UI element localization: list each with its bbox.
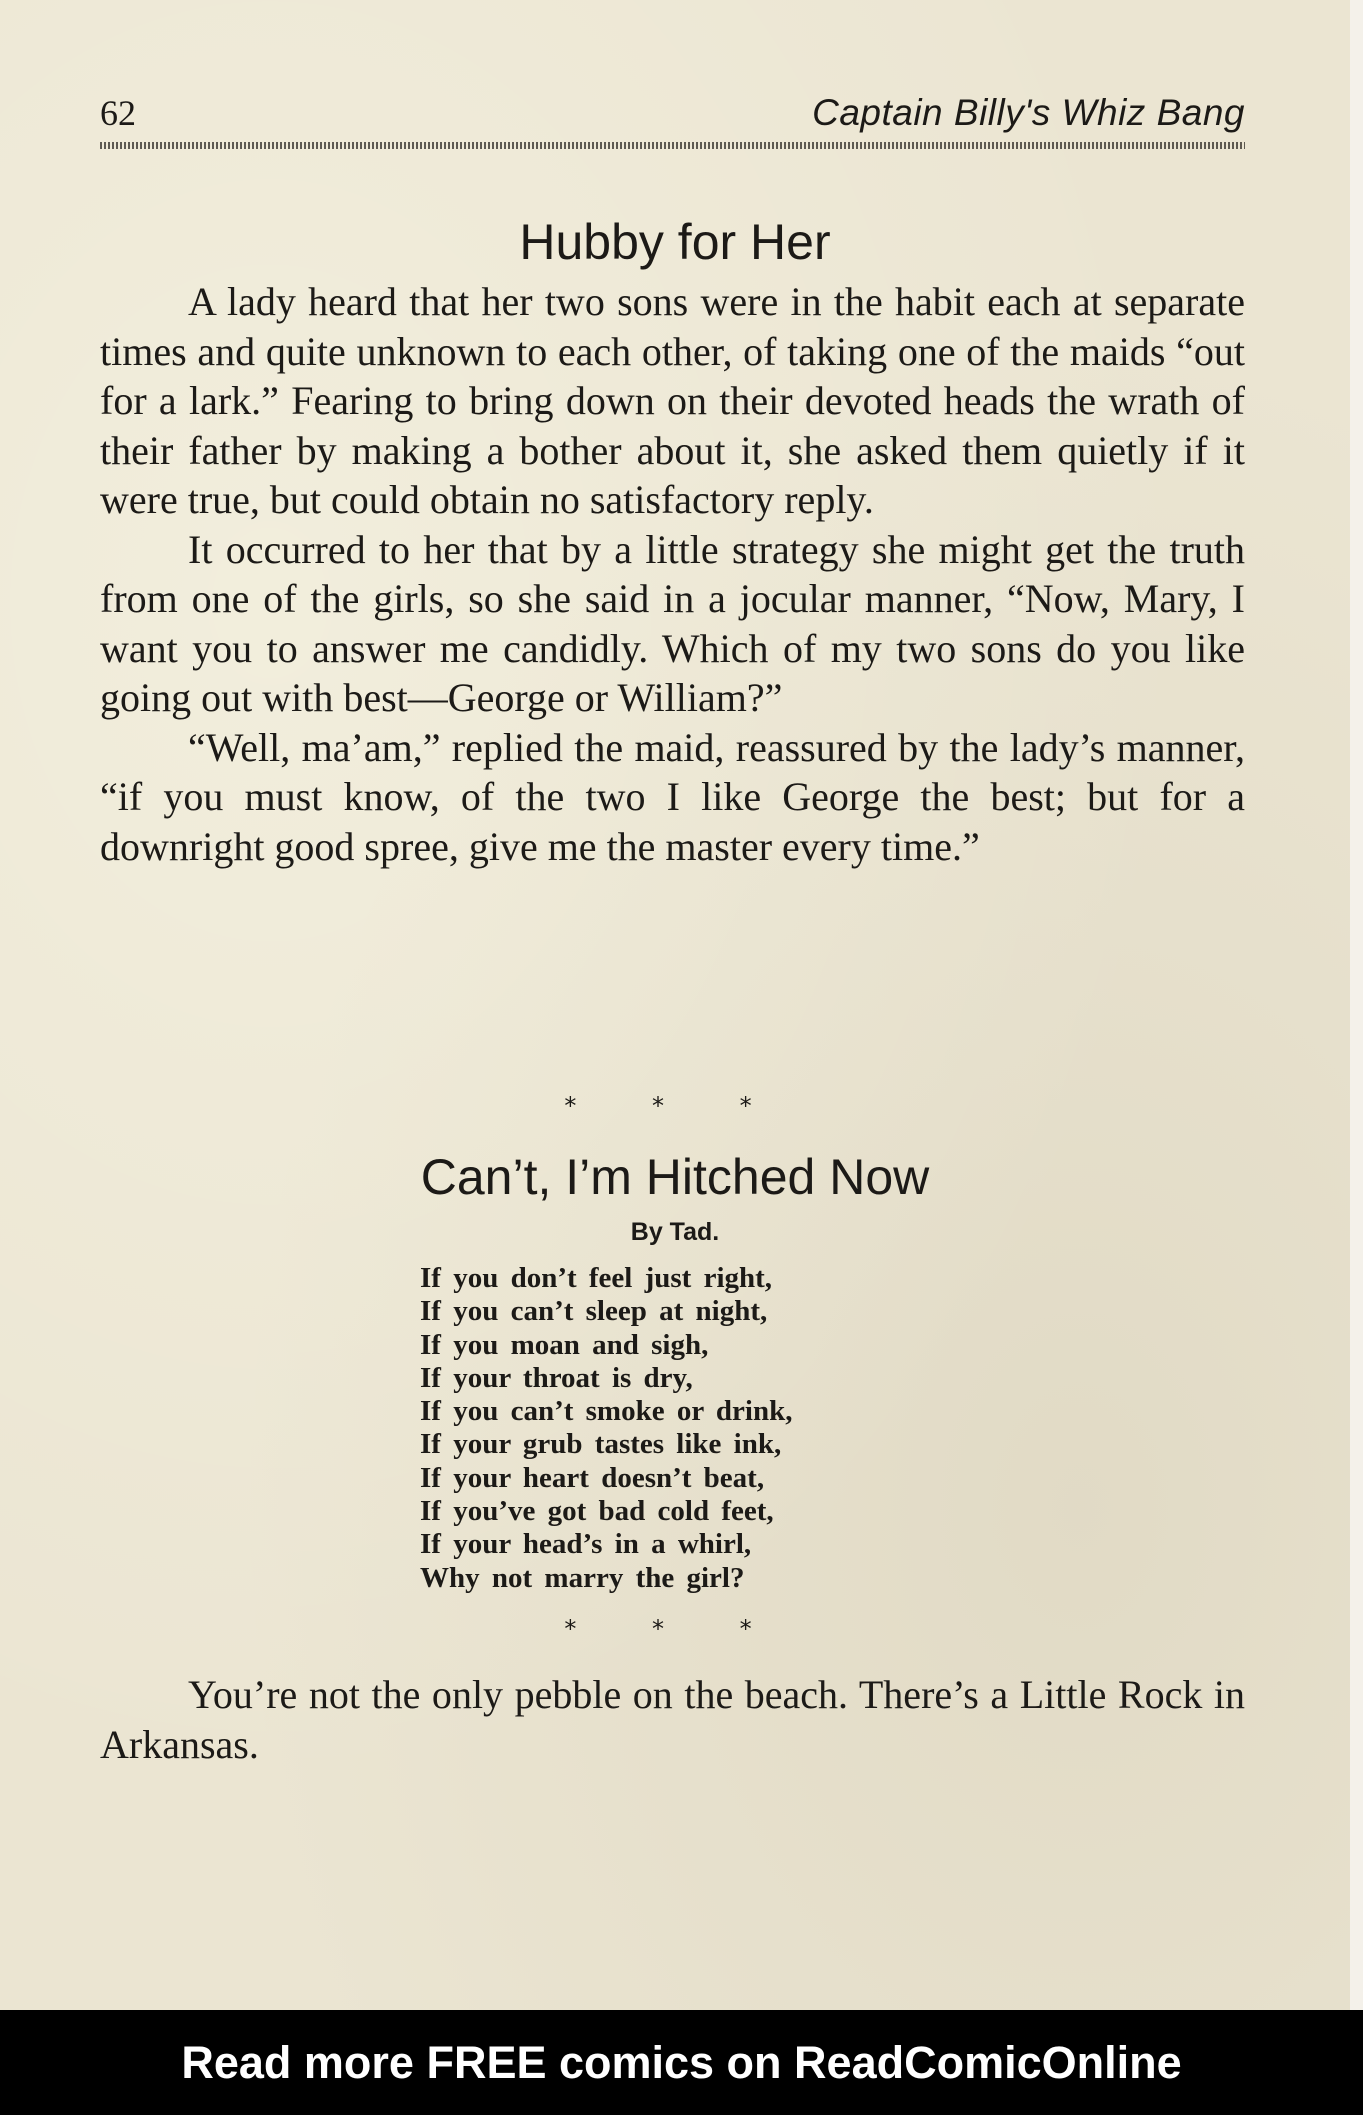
page-header	[100, 92, 1245, 142]
running-title: Captain Billy's Whiz Bang	[812, 92, 1245, 133]
poem-line: If your head’s in a whirl,	[420, 1528, 752, 1561]
poem-line: If you can’t sleep at night,	[420, 1295, 768, 1328]
section-divider: * * *	[564, 1615, 786, 1643]
poem-byline: By Tad.	[630, 1218, 720, 1246]
poem-body	[420, 1262, 1020, 1595]
story-paragraph: A lady heard that her two sons were in the habit each at separate times and quite unknown to each other, of taking one of the maids “out for a lark.” Fearing to bring down on their devoted heads the wrath of their father by making a bother about it, she asked them quietly if it were true, but could obtain no satisfactory reply.	[100, 279, 1245, 522]
story-body	[100, 277, 1245, 871]
story-paragraph: “Well, ma’am,” replied the maid, reassured by the lady’s manner, “if you must know, of the two I like George the best; but for a downright good spree, give me the master every time.”	[100, 724, 1245, 869]
page-number: 62	[100, 93, 136, 133]
closing-joke	[100, 1670, 1245, 1769]
header-rule	[100, 142, 1245, 149]
poem-title: Can’t, I’m Hitched Now	[420, 1149, 930, 1205]
page-edge	[1350, 0, 1363, 2010]
poem-line: If you don’t feel just right,	[420, 1262, 773, 1294]
story-paragraph: It occurred to her that by a little strategy she might get the truth from one of the girls, so she said in a jocular manner, “Now, Mary, I want you to answer me candidly. Which of my two sons do you like going out with best—George or William?”	[100, 526, 1245, 720]
poem-line: If you can’t smoke or drink,	[420, 1395, 793, 1428]
promo-banner-text: Read more FREE comics on ReadComicOnline	[181, 2036, 1182, 2088]
poem-line: If you’ve got bad cold feet,	[420, 1495, 774, 1528]
closing-joke-text: You’re not the only pebble on the beach. There’s a Little Rock in Arkansas.	[100, 1672, 1245, 1767]
poem-line: Why not marry the girl?	[420, 1561, 745, 1594]
section-divider: * * *	[564, 1092, 786, 1120]
promo-banner[interactable]	[0, 2010, 1363, 2115]
poem-line: If your throat is dry,	[420, 1361, 693, 1394]
story-title: Hubby for Her	[519, 214, 831, 270]
poem-line: If your grub tastes like ink,	[420, 1428, 782, 1461]
poem-line: If your heart doesn’t beat,	[420, 1461, 765, 1494]
poem-line: If you moan and sigh,	[420, 1328, 709, 1361]
